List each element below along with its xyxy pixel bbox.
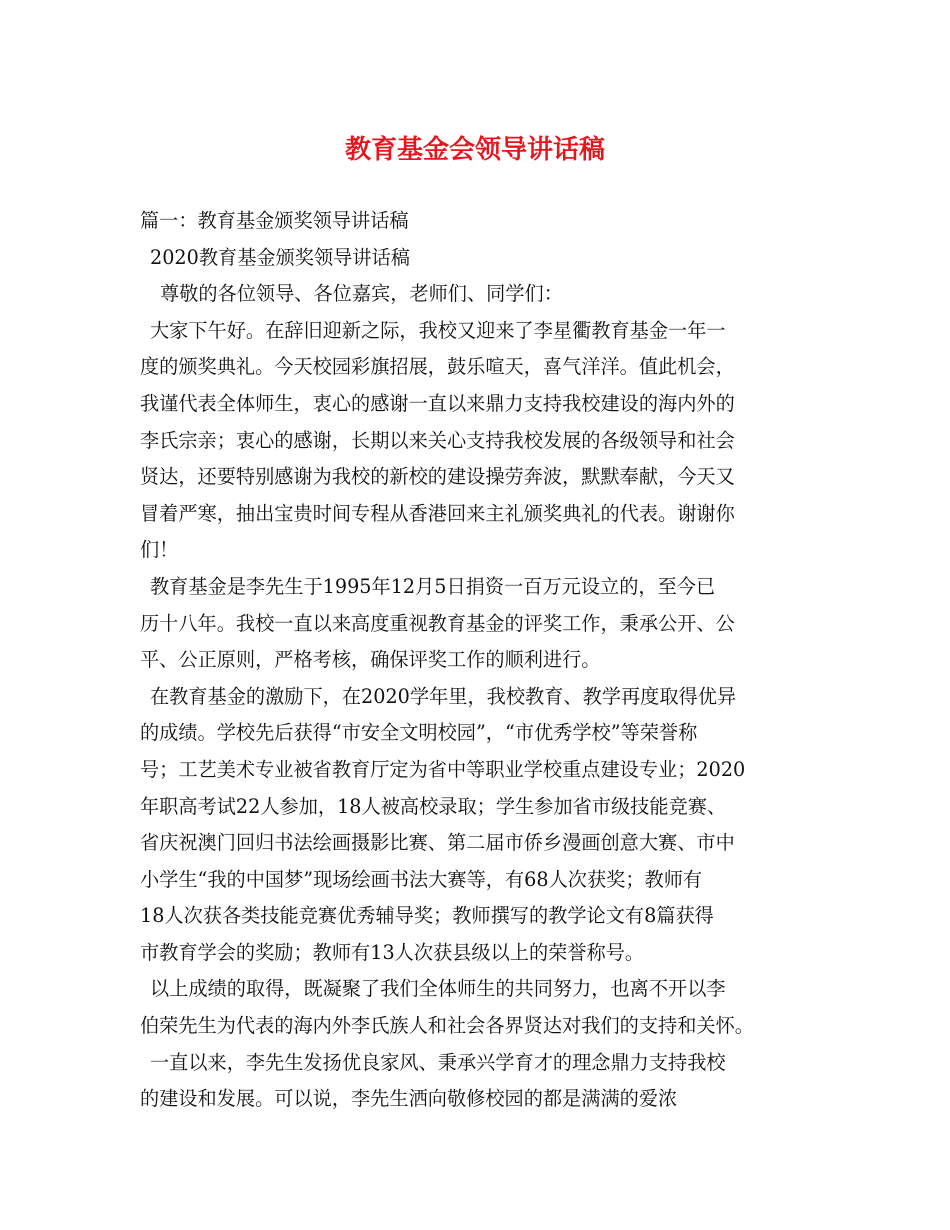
body-line: 度的颁奖典礼。今天校园彩旗招展，鼓乐喧天，喜气洋洋。值此机会， xyxy=(140,355,735,379)
body-line: 李氏宗亲；衷心的感谢，长期以来关心支持我校发展的各级领导和社会 xyxy=(140,428,735,452)
salutation: 尊敬的各位领导、各位嘉宾，老师们、同学们： xyxy=(160,282,563,306)
body-line: 平、公正原则，严格考核，确保评奖工作的顺利进行。 xyxy=(140,648,601,672)
body-line: 以上成绩的取得，既凝聚了我们全体师生的共同努力，也离不开以李 xyxy=(150,977,726,1001)
body-line: 号；工艺美术专业被省教育厅定为省中等职业学校重点建设专业；2020 xyxy=(140,757,746,781)
body-line: 省庆祝澳门回归书法绘画摄影比赛、第二届市侨乡漫画创意大赛、市中 xyxy=(140,831,735,855)
section-heading: 篇一：教育基金颁奖领导讲话稿 xyxy=(140,209,409,232)
body-line: 小学生“我的中国梦”现场绘画书法大赛等，有68人次获奖；教师有 xyxy=(140,867,703,891)
body-line: 我谨代表全体师生，衷心的感谢一直以来鼎力支持我校建设的海内外的 xyxy=(140,391,735,415)
body-line: 18人次获各类技能竞赛优秀辅导奖；教师撰写的教学论文有8篇获得 xyxy=(140,904,714,928)
speech-title: 2020教育基金颁奖领导讲话稿 xyxy=(150,245,410,269)
body-line: 年职高考试22人参加，18人被高校录取；学生参加省市级技能竞赛、 xyxy=(140,794,727,818)
body-line: 历十八年。我校一直以来高度重视教育基金的评奖工作，秉承公开、公 xyxy=(140,611,735,635)
body-line: 教育基金是李先生于1995年12月5日捐资一百万元设立的，至今已 xyxy=(150,574,716,598)
body-line: 的建设和发展。可以说，李先生洒向敬修校园的都是满满的爱浓 xyxy=(140,1087,678,1111)
body-line: 贤达，还要特别感谢为我校的新校的建设操劳奔波，默默奉献，今天又 xyxy=(140,465,735,489)
body-line: 大家下午好。在辞旧迎新之际，我校又迎来了李星衢教育基金一年一 xyxy=(150,318,726,342)
body-line: 市教育学会的奖励；教师有13人次获县级以上的荣誉称号。 xyxy=(140,940,645,964)
document-body xyxy=(140,203,830,1118)
body-line: 伯荣先生为代表的海内外李氏族人和社会各界贤达对我们的支持和关怀。 xyxy=(140,1014,754,1038)
body-line: 的成绩。学校先后获得“市安全文明校园”，“市优秀学校”等荣誉称 xyxy=(140,721,698,745)
body-line: 在教育基金的激励下，在2020学年里，我校教育、教学再度取得优异 xyxy=(150,684,737,708)
body-line: 冒着严寒，抽出宝贵时间专程从香港回来主礼颁奖典礼的代表。谢谢你 xyxy=(140,501,735,525)
body-line: 们！ xyxy=(140,538,179,562)
document-title: 教育基金会领导讲话稿 xyxy=(344,135,605,165)
body-line: 一直以来，李先生发扬优良家风、秉承兴学育才的理念鼎力支持我校 xyxy=(150,1050,726,1074)
